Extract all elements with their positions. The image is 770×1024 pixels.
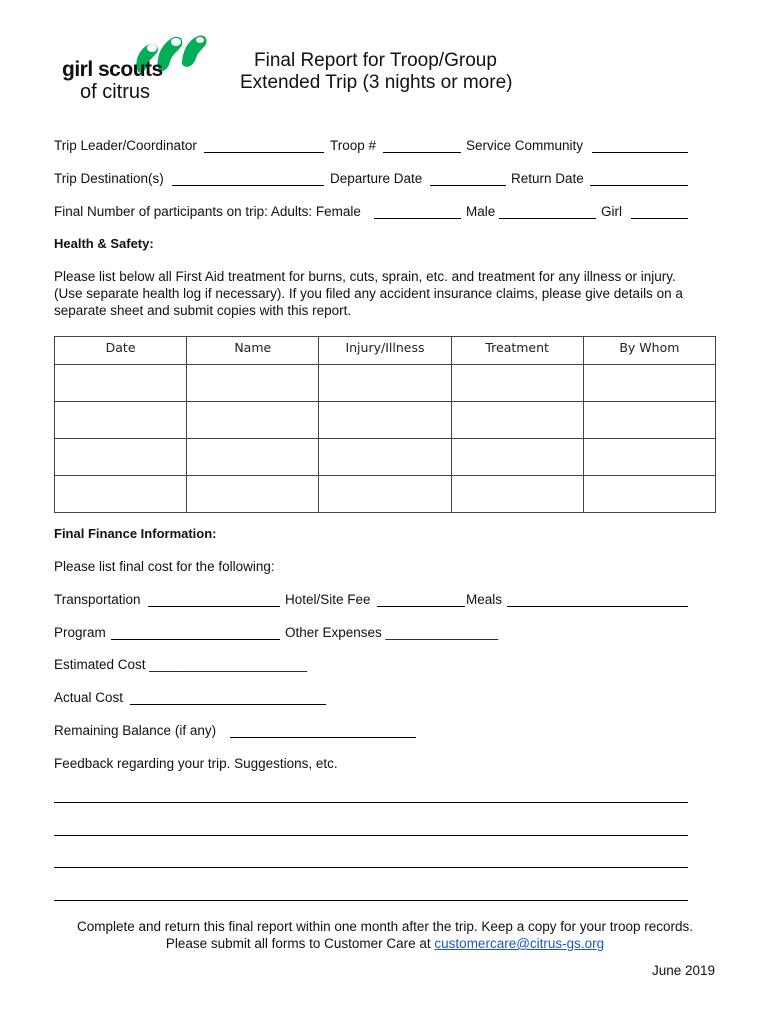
service-community-label: Service Community — [466, 138, 584, 153]
table-cell[interactable] — [451, 402, 583, 439]
table-row — [55, 476, 716, 513]
transportation-field[interactable] — [148, 606, 280, 607]
hotel-label: Hotel/Site Fee — [285, 592, 371, 607]
table-cell[interactable] — [583, 476, 715, 513]
table-cell[interactable] — [187, 402, 319, 439]
column-by-whom: By Whom — [583, 337, 715, 365]
finance-heading: Final Finance Information: — [54, 526, 217, 541]
estimated-cost-label: Estimated Cost _____________________ — [54, 657, 307, 672]
trip-leader-label: Trip Leader/Coordinator — [54, 138, 197, 153]
table-cell[interactable] — [319, 402, 451, 439]
troop-field[interactable] — [383, 152, 461, 153]
program-label: Program — [54, 625, 106, 640]
table-row — [55, 439, 716, 476]
column-name: Name — [187, 337, 319, 365]
table-cell[interactable] — [319, 439, 451, 476]
feedback-line-4[interactable] — [54, 900, 688, 901]
title-line-1: Final Report for Troop/Group — [254, 50, 497, 71]
feedback-label: Feedback regarding your trip. Suggestions, etc. — [54, 756, 338, 771]
table-cell[interactable] — [55, 365, 187, 402]
hotel-field[interactable] — [377, 606, 465, 607]
table-cell[interactable] — [187, 476, 319, 513]
table-cell[interactable] — [451, 439, 583, 476]
health-heading: Health & Safety: — [54, 236, 154, 251]
trip-destination-label: Trip Destination(s) — [54, 171, 164, 186]
transportation-label: Transportation — [54, 592, 141, 607]
health-instructions-2: (Use separate health log if necessary). If you filed any accident insurance claims, please give details on a — [54, 286, 683, 301]
logo-line-1: girl scouts — [62, 58, 163, 81]
table-row — [55, 402, 716, 439]
table-cell[interactable] — [187, 365, 319, 402]
troop-label: Troop # — [330, 138, 377, 153]
column-date: Date — [55, 337, 187, 365]
table-cell[interactable] — [319, 365, 451, 402]
table-cell[interactable] — [187, 439, 319, 476]
trip-leader-field[interactable] — [204, 152, 324, 153]
service-community-field[interactable] — [592, 152, 688, 153]
departure-date-field[interactable] — [430, 185, 506, 186]
footer-line-2 — [0, 936, 770, 951]
male-field[interactable] — [499, 218, 596, 219]
feedback-line-3[interactable] — [54, 867, 688, 868]
girl-field[interactable] — [631, 218, 688, 219]
meals-field[interactable] — [507, 606, 688, 607]
actual-cost-label: Actual Cost — [54, 690, 124, 705]
health-instructions-3: separate sheet and submit copies with this report. — [54, 303, 352, 318]
health-instructions-1: Please list below all First Aid treatment for burns, cuts, sprain, etc. and treatment for any illness or injury. — [54, 269, 676, 284]
trip-destination-field[interactable] — [172, 185, 324, 186]
table-cell[interactable] — [319, 476, 451, 513]
footer-line-2-text: Please submit all forms to Customer Care at — [165, 936, 435, 951]
table-row — [55, 365, 716, 402]
departure-date-label: Departure Date — [330, 171, 423, 186]
girl-label: Girl — [601, 204, 622, 219]
male-label: Male — [466, 204, 496, 219]
table-cell[interactable] — [55, 439, 187, 476]
actual-cost-field[interactable] — [130, 704, 326, 705]
remaining-balance-field[interactable] — [230, 737, 416, 738]
meals-label: Meals — [466, 592, 503, 607]
footer-line-1: Complete and return this final report within one month after the trip. Keep a copy for your troop records. — [76, 919, 694, 934]
table-cell[interactable] — [583, 365, 715, 402]
return-date-label: Return Date — [511, 171, 584, 186]
table-cell[interactable] — [55, 402, 187, 439]
feedback-line-2[interactable] — [54, 835, 688, 836]
finance-intro: Please list final cost for the following: — [54, 559, 275, 574]
program-field[interactable] — [111, 639, 280, 640]
participants-label: Final Number of participants on trip: Adults: Female — [54, 204, 361, 219]
table-cell[interactable] — [451, 476, 583, 513]
customer-care-email-link[interactable]: customercare@citrus-gs.org — [434, 936, 605, 951]
remaining-balance-label: Remaining Balance (if any) — [54, 723, 217, 738]
revision-date: June 2019 — [651, 963, 715, 978]
table-cell[interactable] — [583, 402, 715, 439]
feedback-line-1[interactable] — [54, 802, 688, 803]
title-line-2: Extended Trip (3 nights or more) — [240, 72, 513, 93]
logo-line-2: of citrus — [80, 81, 151, 103]
column-injury-illness: Injury/Illness — [319, 337, 451, 365]
health-log-table — [54, 336, 716, 513]
table-cell[interactable] — [451, 365, 583, 402]
female-field[interactable] — [374, 218, 461, 219]
table-cell[interactable] — [583, 439, 715, 476]
table-cell[interactable] — [55, 476, 187, 513]
table-header-row — [55, 337, 716, 365]
other-expenses-label: Other Expenses _______________ — [285, 625, 499, 640]
return-date-field[interactable] — [590, 185, 688, 186]
column-treatment: Treatment — [451, 337, 583, 365]
